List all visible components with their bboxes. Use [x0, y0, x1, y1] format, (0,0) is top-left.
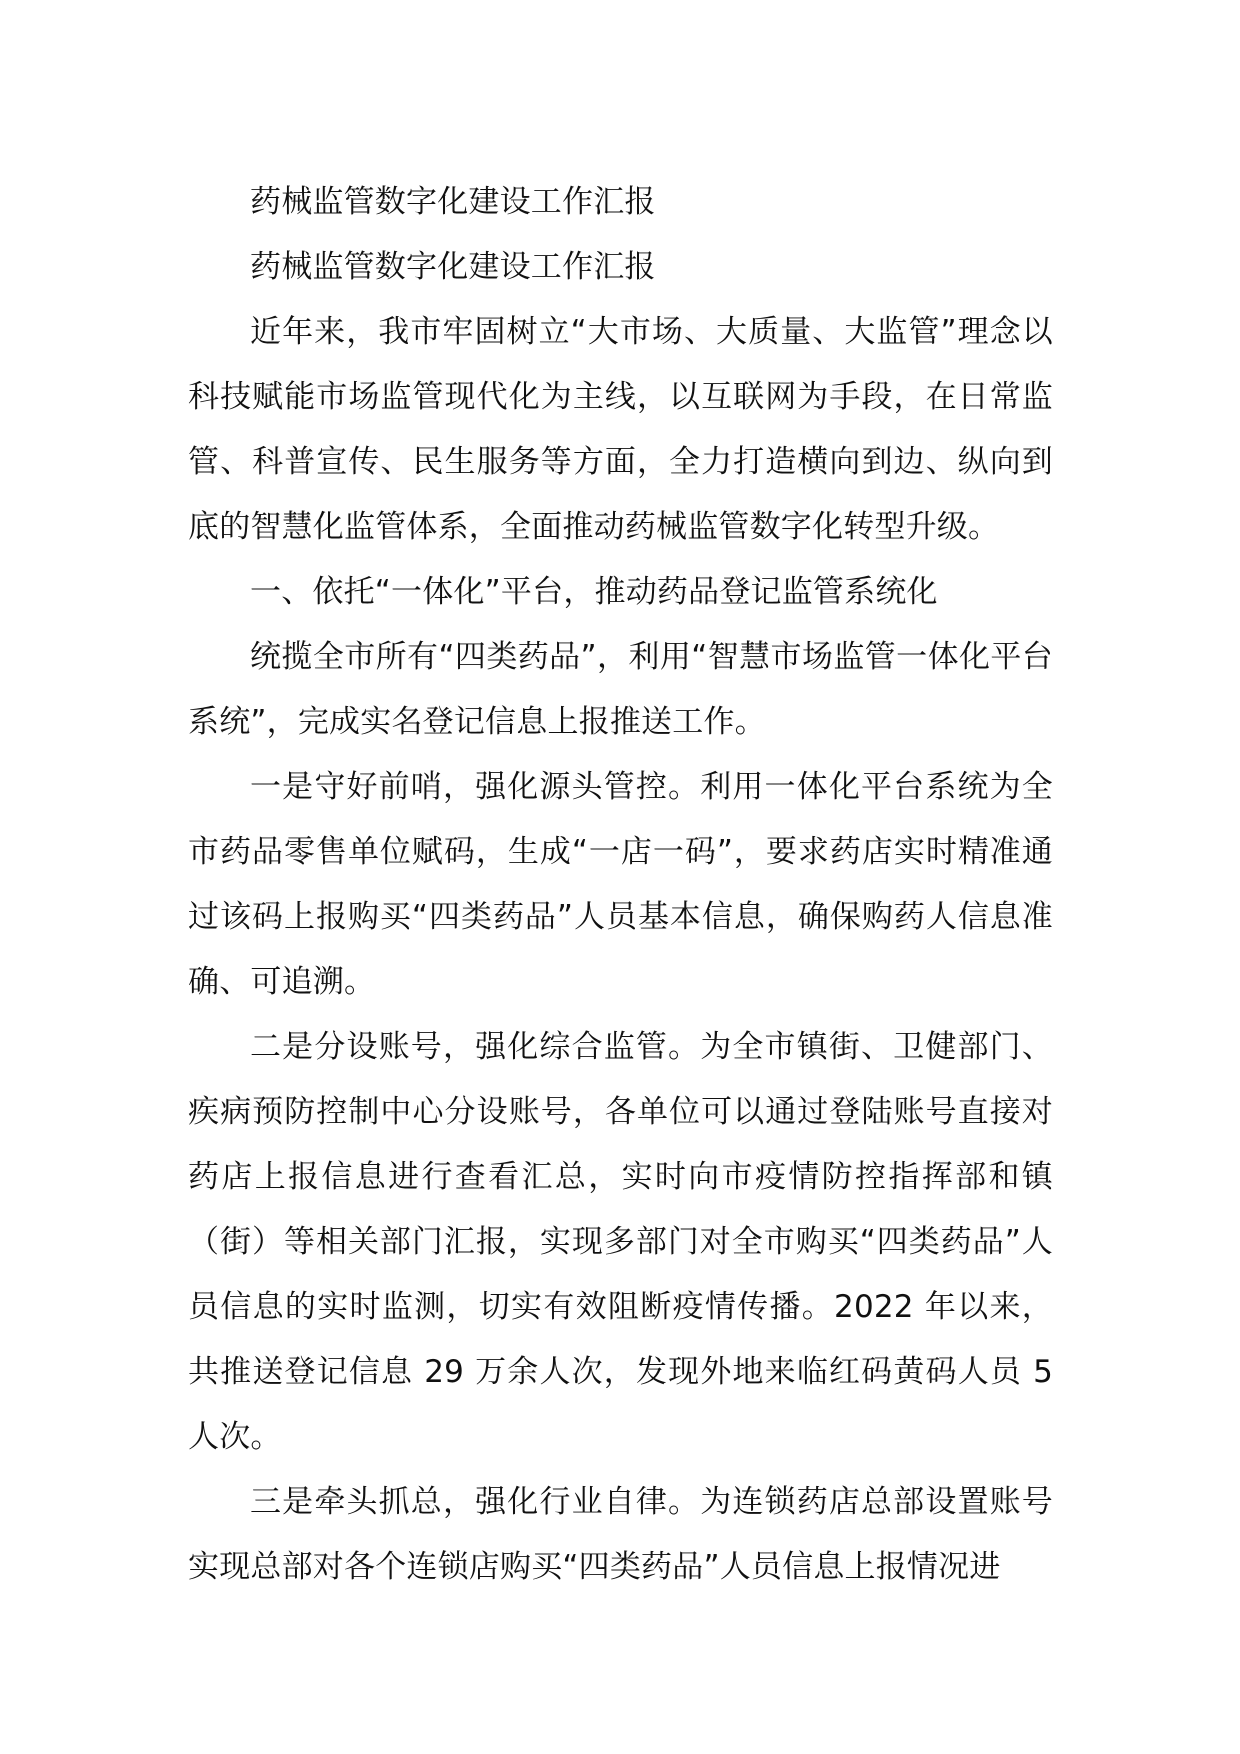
section-heading-1: 一、依托“一体化”平台，推动药品登记监管系统化	[250, 574, 938, 610]
document-subtitle: 药械监管数字化建设工作汇报	[250, 249, 656, 285]
paragraph-point-2: 二是分设账号，强化综合监管。为全市镇街、卫健部门、疾病预防控制中心分设账号，各单位可以通过登陆账号直接对药店上报信息进行查看汇总，实时向市疫情防控指挥部和镇（街）等相关部门汇报，实现多部门对全市购买“四类药品”人员信息的实时监测，切实有效阻断疫情传播。2022 年以来，共推送登记信息 29 万余人次，发现外地来临红码黄码人员 5 人次。	[188, 1029, 1053, 1455]
paragraph-point-1: 一是守好前哨，强化源头管控。利用一体化平台系统为全市药品零售单位赋码，生成“一店一码”，要求药店实时精准通过该码上报购买“四类药品”人员基本信息，确保购药人信息准确、可追溯。	[188, 769, 1053, 1000]
paragraph-point-3: 三是牵头抓总，强化行业自律。为连锁药店总部设置账号实现总部对各个连锁店购买“四类药品”人员信息上报情况进	[188, 1484, 1053, 1585]
paragraph-section-1-summary: 统揽全市所有“四类药品”，利用“智慧市场监管一体化平台系统”，完成实名登记信息上报推送工作。	[188, 639, 1053, 740]
document-title: 药械监管数字化建设工作汇报	[250, 184, 656, 220]
paragraph-intro: 近年来，我市牢固树立“大市场、大质量、大监管”理念以科技赋能市场监管现代化为主线，以互联网为手段，在日常监管、科普宣传、民生服务等方面，全力打造横向到边、纵向到底的智慧化监管体系，全面推动药械监管数字化转型升级。	[188, 314, 1053, 545]
document-body	[188, 170, 1053, 1600]
